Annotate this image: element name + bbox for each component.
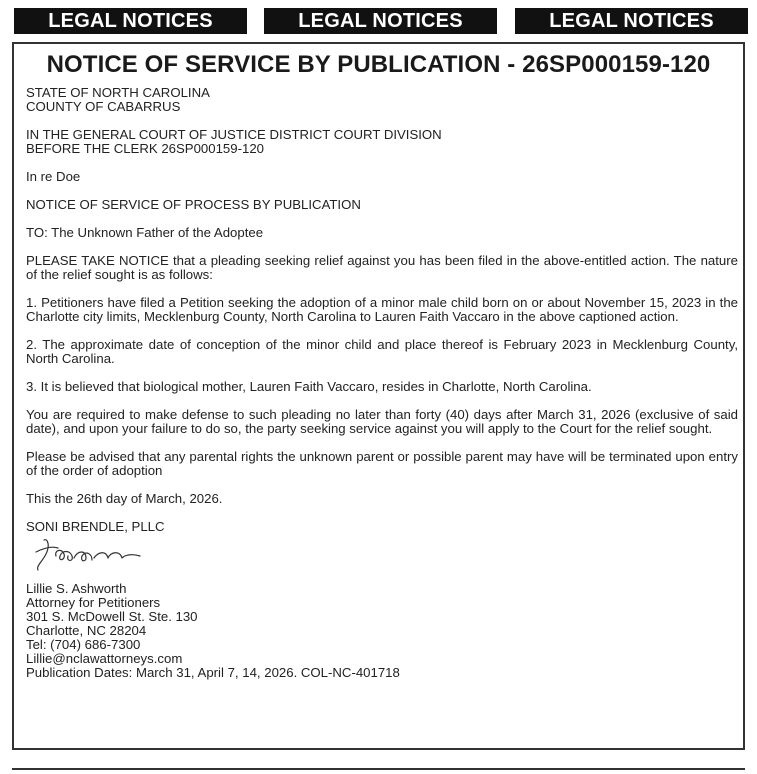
publication-dates: Publication Dates: March 31, April 7, 14, 2026. COL-NC-401718 — [26, 665, 400, 680]
relief-item-1: 1. Petitioners have filed a Petition seeking the adoption of a minor male child born on or about November 15, 2023 in the Charlotte city limits, Mecklenburg County, North Carolina to Lauren Faith Vaccaro in the above captioned action. — [26, 295, 738, 324]
notice-body — [26, 86, 738, 680]
notice-heading: NOTICE OF SERVICE OF PROCESS BY PUBLICATION — [26, 197, 361, 212]
legal-notices-banner: LEGAL NOTICES — [515, 8, 748, 34]
clerk-line: BEFORE THE CLERK 26SP000159-120 — [26, 141, 264, 156]
dated-line: This the 26th day of March, 2026. — [26, 491, 223, 506]
firm-name: SONI BRENDLE, PLLC — [26, 519, 165, 534]
legal-notice — [12, 42, 745, 750]
handwritten-signature — [30, 532, 160, 574]
defense-paragraph: You are required to make defense to such pleading no later than forty (40) days after March 31, 2026 (exclusive of said date), and upon your failure to do so, the party seeking service against you will apply to the Court for the relief sought. — [26, 407, 738, 436]
caption-block — [26, 86, 738, 114]
relief-item-2: 2. The approximate date of conception of the minor child and place thereof is February 2023 in Mecklenburg County, North Carolina. — [26, 337, 738, 366]
legal-notices-banner: LEGAL NOTICES — [14, 8, 247, 34]
notice-title: NOTICE OF SERVICE BY PUBLICATION - 26SP000159-120 — [46, 51, 711, 78]
signer-street: 301 S. McDowell St. Ste. 130 — [26, 609, 198, 624]
addressee-line: TO: The Unknown Father of the Adoptee — [26, 225, 264, 240]
signer-city: Charlotte, NC 28204 — [26, 623, 147, 638]
advisory-paragraph: Please be advised that any parental rights the unknown parent or possible parent may have will be terminated upon entry of the order of adoption — [26, 449, 738, 478]
county-line: COUNTY OF CABARRUS — [26, 99, 181, 114]
state-line: STATE OF NORTH CAROLINA — [26, 85, 210, 100]
take-notice-paragraph: PLEASE TAKE NOTICE that a pleading seeking relief against you has been filed in the above-entitled action. The nature of the relief sought is as follows: — [26, 253, 738, 282]
signature-block — [26, 582, 738, 680]
bottom-divider — [12, 768, 745, 770]
relief-item-3: 3. It is believed that biological mother, Lauren Faith Vaccaro, resides in Charlotte, North Carolina. — [26, 379, 592, 394]
signer-phone: Tel: (704) 686-7300 — [26, 637, 141, 652]
signer-title: Attorney for Petitioners — [26, 595, 161, 610]
signer-email: Lillie@nclawattorneys.com — [26, 651, 183, 666]
in-re-line: In re Doe — [26, 169, 81, 184]
court-line: IN THE GENERAL COURT OF JUSTICE DISTRICT COURT DIVISION — [26, 127, 442, 142]
signer-name: Lillie S. Ashworth — [26, 581, 127, 596]
court-block — [26, 128, 738, 156]
legal-notices-banner: LEGAL NOTICES — [264, 8, 497, 34]
